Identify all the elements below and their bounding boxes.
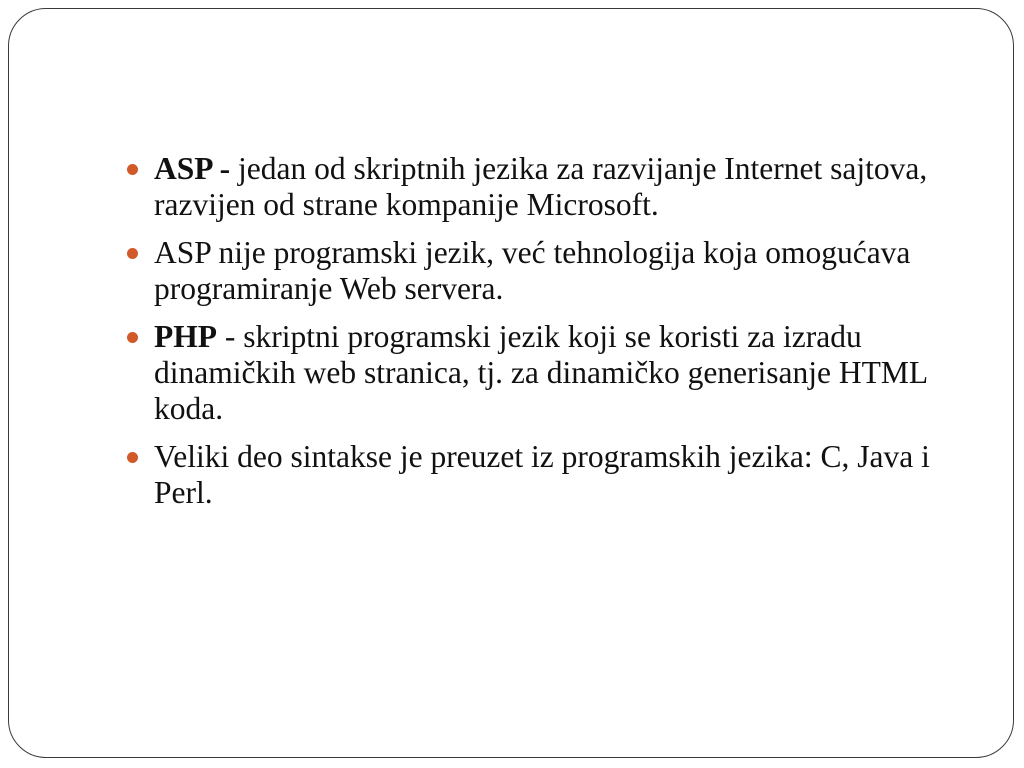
- bullet-item-asp-technology: [127, 235, 947, 307]
- bullet-text: Veliki deo sintakse je preuzet iz programskih jezika: C, Java i Perl.: [154, 439, 930, 510]
- bullet-term: PHP: [154, 319, 217, 354]
- slide-content: [127, 151, 947, 523]
- bullet-list: [127, 151, 947, 511]
- bullet-dot-icon: [127, 452, 138, 463]
- bullet-item-php-syntax: [127, 439, 947, 511]
- bullet-item-asp: [127, 151, 947, 223]
- bullet-term: ASP -: [154, 151, 231, 186]
- bullet-dot-icon: [127, 164, 138, 175]
- bullet-item-php: [127, 319, 947, 427]
- bullet-text: - skriptni programski jezik koji se koristi za izradu dinamičkih web stranica, tj. za dinamičko generisanje HTML koda.: [154, 319, 927, 426]
- slide-frame: [8, 8, 1014, 758]
- bullet-dot-icon: [127, 332, 138, 343]
- bullet-text: ASP nije programski jezik, već tehnologija koja omogućava programiranje Web servera.: [154, 235, 911, 306]
- bullet-text: jedan od skriptnih jezika za razvijanje Internet sajtova, razvijen od strane kompanije Microsoft.: [154, 151, 928, 222]
- bullet-dot-icon: [127, 248, 138, 259]
